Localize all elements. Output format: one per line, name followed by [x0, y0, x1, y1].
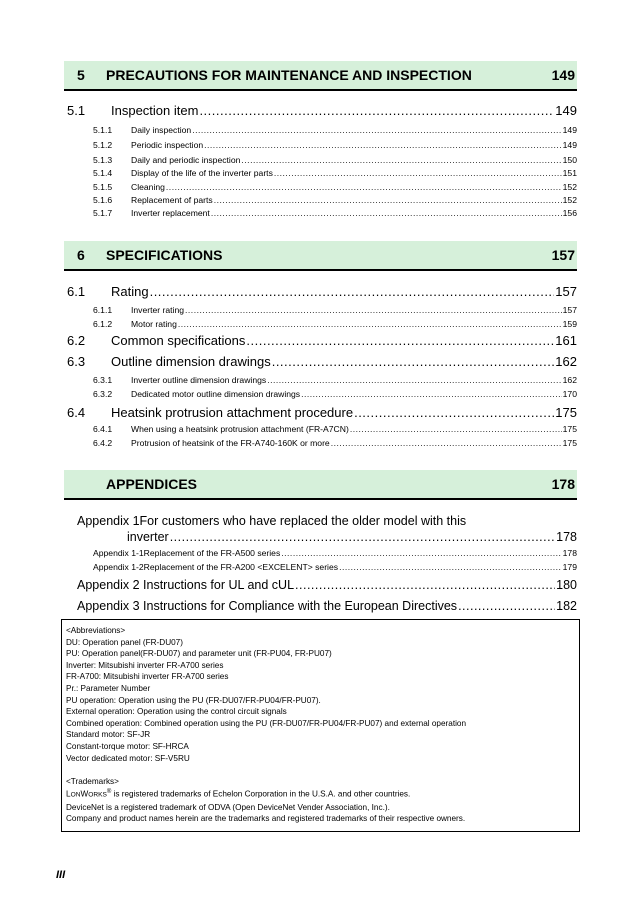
leader-dots: [204, 140, 562, 150]
appendix-page: 180: [556, 578, 577, 592]
subsection-number: 6.1.1: [93, 305, 113, 315]
leader-dots: [272, 354, 555, 369]
subsection-title: Inverter replacement: [131, 208, 210, 218]
chapter-number: 6: [77, 247, 85, 263]
appendix-title: Appendix 3 Instructions for Compliance with the European Directives: [77, 599, 458, 613]
subsection-number: 6.3.2: [93, 389, 113, 399]
subsection-title: Periodic inspection: [131, 140, 204, 150]
leader-dots: [170, 530, 555, 544]
subsection-title: Protrusion of heatsink of the FR-A740-160K or more: [131, 438, 330, 448]
appendix-sub-page: 179: [562, 562, 577, 572]
lonworks-letter: L: [66, 790, 71, 800]
section-number: 6.1: [67, 284, 86, 299]
leader-dots: [267, 375, 561, 385]
section-title: Common specifications: [111, 333, 246, 348]
leader-dots: [274, 168, 562, 178]
leader-dots: [185, 305, 562, 315]
lonworks-smallcaps: ORKS: [88, 792, 107, 800]
appendix-title-cont: inverter: [127, 530, 169, 544]
toc-subsection[interactable]: [93, 375, 577, 385]
subsection-page: 149: [562, 140, 577, 150]
toc-subsection[interactable]: [93, 208, 577, 218]
appendix-title: Appendix 1For customers who have replaced the older model with this: [77, 514, 467, 528]
toc-subsection[interactable]: [93, 140, 577, 150]
trademarks-heading: <Trademarks>: [66, 776, 119, 786]
leader-dots: [301, 389, 562, 399]
subsection-number: 5.1.7: [93, 208, 113, 218]
section-title: Inspection item: [111, 103, 199, 118]
subsection-page: 150: [562, 155, 577, 165]
toc-appendix-subsection[interactable]: [93, 548, 577, 558]
subsection-number: 5.1.2: [93, 140, 113, 150]
abbreviation-line: Standard motor: SF-JR: [66, 730, 151, 740]
section-number: 6.3: [67, 354, 86, 369]
subsection-title: Cleaning: [131, 182, 165, 192]
trademark-line-lonworks: [66, 787, 575, 801]
chapter-page: 149: [551, 67, 575, 83]
subsection-number: 5.1.1: [93, 125, 113, 135]
subsection-page: 175: [562, 438, 577, 448]
leader-dots: [241, 155, 561, 165]
chapter-page: 157: [551, 247, 575, 263]
subsection-number: 5.1.4: [93, 168, 113, 178]
section-page: 157: [555, 284, 577, 299]
appendices-header: [64, 470, 577, 500]
leader-dots: [354, 405, 554, 420]
chapter-page: 178: [551, 476, 575, 492]
chapter-6-header: [64, 241, 577, 271]
toc-appendix-3[interactable]: [77, 599, 577, 613]
leader-dots: [199, 103, 554, 118]
toc-subsection[interactable]: [93, 389, 577, 399]
trademark-text: is registered trademarks of Echelon Corporation in the U.S.A. and other countries.: [111, 790, 411, 800]
subsection-title: Daily and periodic inspection: [131, 155, 241, 165]
abbreviation-line: PU operation: Operation using the PU (FR-DU07/FR-PU04/FR-PU07).: [66, 695, 321, 705]
leader-dots: [246, 333, 554, 348]
appendix-sub-page: 178: [562, 548, 577, 558]
leader-dots: [458, 599, 555, 613]
appendix-page: 178: [556, 530, 577, 544]
subsection-number: 5.1.3: [93, 155, 113, 165]
section-number: 5.1: [67, 103, 86, 118]
subsection-page: 151: [562, 168, 577, 178]
toc-subsection[interactable]: [93, 168, 577, 178]
subsection-page: 170: [562, 389, 577, 399]
subsection-title: When using a heatsink protrusion attachment (FR-A7CN): [131, 424, 349, 434]
toc-section-6-4[interactable]: [67, 405, 577, 420]
toc-section-6-2[interactable]: [67, 333, 577, 348]
subsection-page: 149: [562, 125, 577, 135]
leader-dots: [150, 284, 555, 299]
abbreviations-heading: <Abbreviations>: [66, 626, 126, 635]
abbreviation-line: PU: Operation panel(FR-DU07) and parameter unit (FR-PU04, FR-PU07): [66, 649, 332, 659]
abbreviation-line: Inverter: Mitsubishi inverter FR-A700 series: [66, 660, 224, 670]
section-title: Heatsink protrusion attachment procedure: [111, 405, 354, 420]
toc-subsection[interactable]: [93, 424, 577, 434]
chapter-title: SPECIFICATIONS: [106, 247, 223, 263]
section-page: 161: [555, 333, 577, 348]
leader-dots: [178, 319, 562, 329]
spacer: [66, 764, 575, 776]
toc-subsection[interactable]: [93, 305, 577, 315]
leader-dots: [166, 182, 562, 192]
subsection-number: 6.3.1: [93, 375, 113, 385]
subsection-title: Inverter rating: [131, 305, 185, 315]
subsection-page: 162: [562, 375, 577, 385]
registered-mark: ®: [106, 789, 112, 796]
section-title: Outline dimension drawings: [111, 354, 271, 369]
subsection-page: 156: [562, 208, 577, 218]
abbreviation-line: External operation: Operation using the control circuit signals: [66, 707, 287, 717]
toc-appendix-1-line1[interactable]: [77, 514, 577, 528]
leader-dots: [295, 578, 555, 592]
subsection-number: 6.4.2: [93, 438, 113, 448]
subsection-number: 6.4.1: [93, 424, 113, 434]
lonworks-smallcaps: ON: [70, 792, 81, 800]
toc-appendix-1-line2[interactable]: [77, 530, 577, 544]
trademark-line: Company and product names herein are the trademarks and registered trademarks of their respective owners.: [66, 814, 466, 824]
chapter-number: 5: [77, 67, 85, 83]
chapter-title: APPENDICES: [106, 476, 198, 492]
toc-appendix-subsection[interactable]: [93, 562, 577, 572]
leader-dots: [214, 195, 562, 205]
appendix-page: 182: [556, 599, 577, 613]
trademark-line: DeviceNet is a registered trademark of ODVA (Open DeviceNet Vender Association, Inc.).: [66, 802, 390, 812]
page-number: III: [56, 869, 66, 881]
subsection-page: 157: [562, 305, 577, 315]
toc-section-6-1[interactable]: [67, 284, 577, 299]
chapter-5-header: [64, 61, 577, 91]
abbreviations-box: [61, 619, 580, 832]
toc-section-6-3[interactable]: [67, 354, 577, 369]
abbreviation-line: Vector dedicated motor: SF-V5RU: [66, 753, 190, 763]
toc-subsection[interactable]: [93, 182, 577, 192]
subsection-page: 159: [562, 319, 577, 329]
leader-dots: [281, 548, 561, 558]
section-number: 6.4: [67, 405, 86, 420]
abbreviation-line: FR-A700: Mitsubishi inverter FR-A700 series: [66, 672, 229, 682]
section-number: 6.2: [67, 333, 86, 348]
subsection-number: 5.1.6: [93, 195, 113, 205]
subsection-title: Dedicated motor outline dimension drawings: [131, 389, 301, 399]
subsection-number: 6.1.2: [93, 319, 113, 329]
toc-subsection[interactable]: [93, 195, 577, 205]
leader-dots: [350, 424, 562, 434]
toc-appendix-2[interactable]: [77, 578, 577, 592]
subsection-title: Daily inspection: [131, 125, 192, 135]
subsection-number: 5.1.5: [93, 182, 113, 192]
leader-dots: [192, 125, 561, 135]
subsection-page: 152: [562, 195, 577, 205]
subsection-title: Inverter outline dimension drawings: [131, 375, 267, 385]
abbreviation-line: Combined operation: Combined operation using the PU (FR-DU07/FR-PU04/FR-PU07) and external operation: [66, 718, 467, 728]
toc-subsection[interactable]: [93, 125, 577, 135]
subsection-title: Display of the life of the inverter parts: [131, 168, 273, 178]
appendix-sub-title: Appendix 1-2Replacement of the FR-A200 <EXCELENT> series: [93, 562, 339, 572]
appendix-title: Appendix 2 Instructions for UL and cUL: [77, 578, 295, 592]
subsection-title: Motor rating: [131, 319, 177, 329]
leader-dots: [211, 208, 562, 218]
section-page: 175: [555, 405, 577, 420]
section-page: 162: [555, 354, 577, 369]
subsection-title: Replacement of parts: [131, 195, 213, 205]
abbreviation-line: DU: Operation panel (FR-DU07): [66, 637, 183, 647]
abbreviation-line: Pr.: Parameter Number: [66, 683, 151, 693]
subsection-page: 152: [562, 182, 577, 192]
section-page: 149: [555, 103, 577, 118]
subsection-page: 175: [562, 424, 577, 434]
lonworks-letter: W: [80, 790, 89, 800]
section-title: Rating: [111, 284, 149, 299]
leader-dots: [339, 562, 562, 572]
toc-subsection[interactable]: [93, 155, 577, 165]
appendix-sub-title: Appendix 1-1Replacement of the FR-A500 series: [93, 548, 281, 558]
toc-section-5-1[interactable]: [67, 103, 577, 118]
toc-subsection[interactable]: [93, 319, 577, 329]
toc-subsection[interactable]: [93, 438, 577, 448]
abbreviation-line: Constant-torque motor: SF-HRCA: [66, 741, 189, 751]
chapter-title: PRECAUTIONS FOR MAINTENANCE AND INSPECTION: [106, 67, 472, 83]
leader-dots: [331, 438, 562, 448]
